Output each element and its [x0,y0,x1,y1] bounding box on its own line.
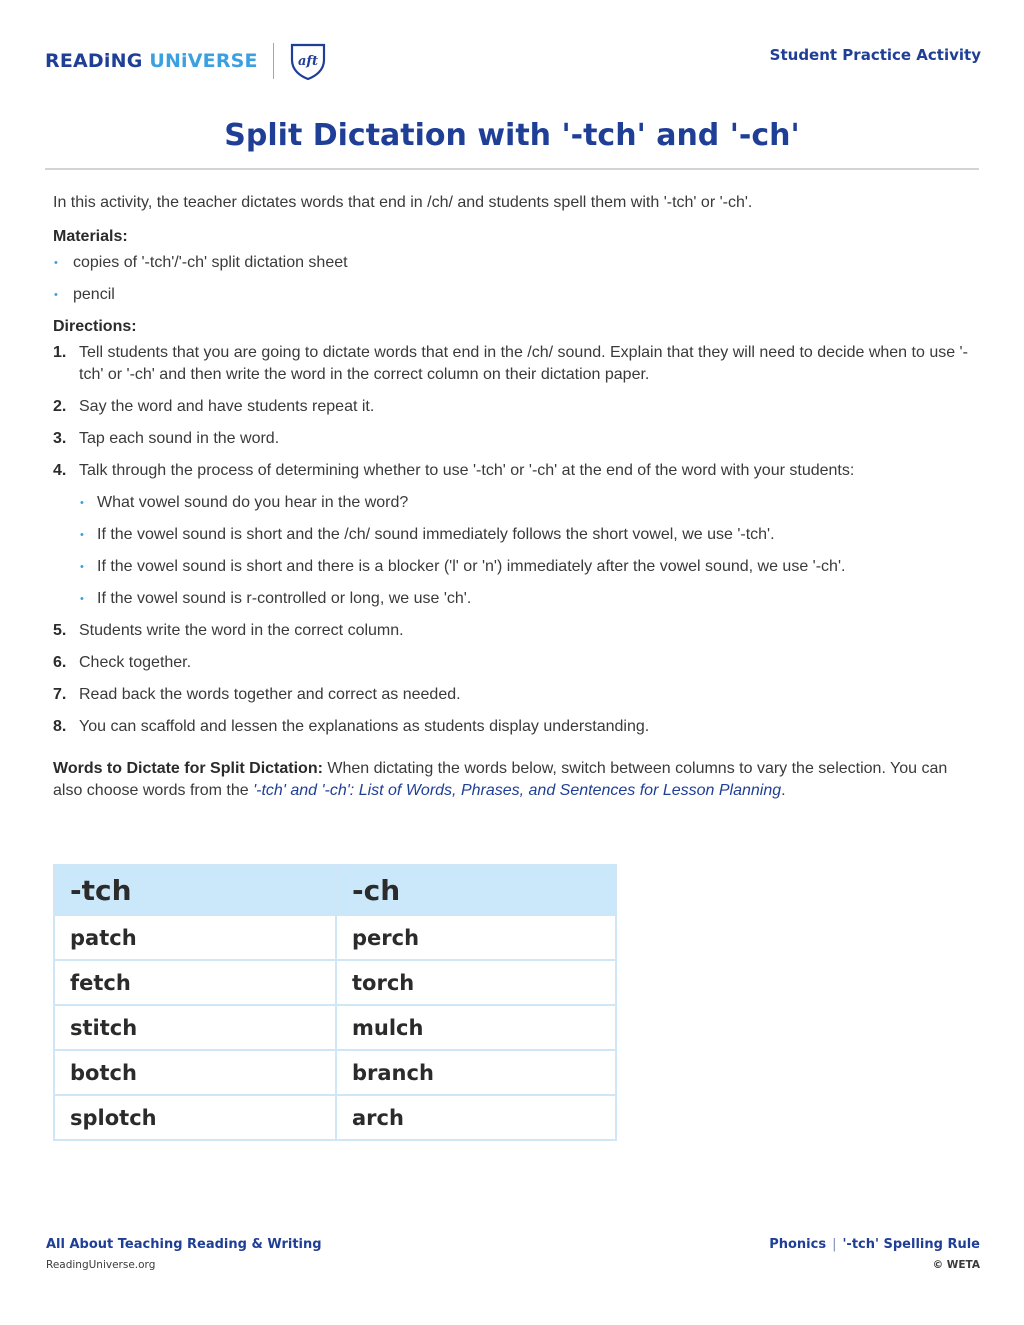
footer-left [46,1236,322,1271]
words-to-dictate-end: . [781,782,786,799]
table-cell: splotch [54,1095,336,1140]
logo-divider [273,43,274,79]
table-cell: arch [336,1095,616,1140]
direction-step [53,684,973,706]
step-text: Tap each sound in the word. [79,430,280,447]
direction-step [53,396,973,418]
table-cell: stitch [54,1005,336,1050]
step-text: Students write the word in the correct column. [79,622,404,639]
footer-series-title: All About Teaching Reading & Writing [46,1237,322,1252]
step-text: You can scaffold and lessen the explanations as students display understanding. [79,718,650,735]
footer-separator: | [832,1237,837,1252]
step-number: 4. [53,462,67,479]
step-number: 5. [53,622,67,639]
direction-sub-list [79,492,973,610]
table-cell: mulch [336,1005,616,1050]
table-row [54,1095,616,1140]
step-text: Talk through the process of determining whether to use '-tch' or '-ch' at the end of the word with your students: [79,462,855,479]
logo-wordmark: READiNG UNiVERSE [45,50,258,72]
table-cell: patch [54,915,336,960]
footer-copyright: © WETA [932,1259,980,1271]
step-number: 1. [53,344,67,361]
svg-text:aft: aft [297,54,318,69]
intro-text: In this activity, the teacher dictates words that end in /ch/ and students spell them with '-tch' or '-ch'. [53,194,753,211]
footer-topic-category: Phonics [769,1237,827,1252]
column-header-tch: -tch [54,865,336,915]
split-dictation-table [53,864,617,1141]
table-cell: fetch [54,960,336,1005]
words-to-dictate-text [53,758,973,802]
table-row [54,1050,616,1095]
direction-sub-item: • If the vowel sound is r-controlled or long, we use 'ch'. [79,588,973,610]
table-row [54,1005,616,1050]
aft-shield-icon [288,42,328,80]
table-cell: torch [336,960,616,1005]
step-number: 2. [53,398,67,415]
direction-sub-item: • If the vowel sound is short and the /ch/ sound immediately follows the short vowel, we use '-tch'. [79,524,973,546]
materials-list [53,252,973,306]
direction-step [53,460,973,610]
direction-step [53,716,973,738]
page-title: Split Dictation with '-tch' and '-ch' [224,118,800,153]
footer-topic-name: '-tch' Spelling Rule [842,1237,980,1252]
activity-content [53,192,973,802]
directions-list [53,342,973,738]
directions-heading: Directions: [53,318,137,335]
word-list-link[interactable]: '-tch' and '-ch': List of Words, Phrases, and Sentences for Lesson Planning [253,782,782,799]
page-header [45,36,981,76]
step-text: Check together. [79,654,192,671]
materials-item: • pencil [53,284,973,306]
header-label: Student Practice Activity [769,46,981,64]
direction-step [53,620,973,642]
table-cell: botch [54,1050,336,1095]
reading-universe-logo [45,42,328,80]
footer-site-url: ReadingUniverse.org [46,1259,156,1271]
table-row [54,915,616,960]
direction-step [53,342,973,386]
words-to-dictate-label: Words to Dictate for Split Dictation: [53,760,323,777]
column-header-ch: -ch [336,865,616,915]
table-header-row [54,865,616,915]
step-number: 3. [53,430,67,447]
table-cell: perch [336,915,616,960]
step-number: 6. [53,654,67,671]
direction-sub-item: • What vowel sound do you hear in the word? [79,492,973,514]
materials-item: • copies of '-tch'/'-ch' split dictation sheet [53,252,973,274]
step-text: Read back the words together and correct as needed. [79,686,461,703]
materials-heading: Materials: [53,228,128,245]
step-number: 7. [53,686,67,703]
step-text: Say the word and have students repeat it. [79,398,375,415]
step-text: Tell students that you are going to dictate words that end in the /ch/ sound. Explain that they will need to decide when to use '-tch' or '-ch' and then write the word in the correct column on their dictation paper. [79,344,968,383]
words-to-dictate-body: When dictating the words below, switch between columns to vary the selection. You can also choose words from the [53,760,948,799]
direction-step [53,652,973,674]
direction-sub-item: • If the vowel sound is short and there is a blocker ('l' or 'n') immediately after the vowel sound, we use '-ch'. [79,556,973,578]
step-number: 8. [53,718,67,735]
direction-step [53,428,973,450]
table-cell: branch [336,1050,616,1095]
table-row [54,960,616,1005]
title-divider [45,168,979,170]
footer-topic [769,1236,980,1254]
footer-right [769,1236,980,1271]
